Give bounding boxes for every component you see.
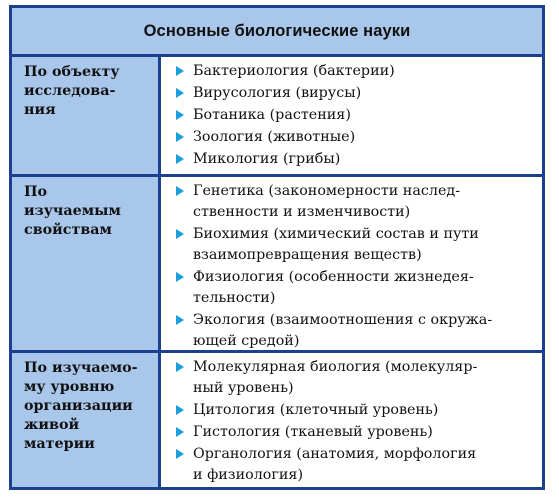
- triangle-right-icon: [176, 66, 184, 76]
- list-item: Бактериология (бактерии): [175, 61, 536, 82]
- list-item: Зоология (животные): [175, 127, 536, 148]
- table-title: Основные биологические науки: [143, 21, 411, 40]
- triangle-right-icon: [176, 427, 184, 437]
- row-label: По изучаемым свойствам: [24, 184, 121, 238]
- row-by-properties: [12, 177, 542, 350]
- row-by-object: [12, 57, 542, 174]
- list-item: Биохимия (химический состав и пути взаимопревращения веществ): [175, 224, 536, 266]
- list-item: Микология (грибы): [175, 149, 536, 170]
- row-label-cell: [12, 353, 161, 487]
- list-item: Гистология (тканевый уровень): [175, 422, 536, 443]
- row-label: По изучаемо- му уровню организации живой материи: [24, 360, 138, 452]
- row-items-cell: [161, 57, 542, 174]
- triangle-right-icon: [176, 405, 184, 415]
- list-item: Генетика (закономерности наслед- ственности и изменчивости): [175, 181, 536, 223]
- list-item: Ботаника (растения): [175, 105, 536, 126]
- list-item: Молекулярная биология (молекуляр- ный уровень): [175, 357, 536, 399]
- list-item: Цитология (клеточный уровень): [175, 400, 536, 421]
- triangle-right-icon: [176, 315, 184, 325]
- triangle-right-icon: [176, 186, 184, 196]
- row-items-cell: [161, 353, 542, 487]
- row-label: По объекту исследова- ния: [24, 64, 120, 118]
- list-item: Экология (взаимоотношения с окружа- ющей средой): [175, 310, 536, 352]
- triangle-right-icon: [176, 229, 184, 239]
- row-label-cell: [12, 57, 161, 174]
- triangle-right-icon: [176, 132, 184, 142]
- table-title-bar: [12, 8, 542, 57]
- row-items-cell: [161, 177, 542, 350]
- biology-sciences-table: [9, 5, 545, 490]
- row-by-organization-level: [12, 353, 542, 487]
- triangle-right-icon: [176, 154, 184, 164]
- list-item: Органология (анатомия, морфология и физиология): [175, 444, 536, 486]
- row-label-cell: [12, 177, 161, 350]
- triangle-right-icon: [176, 449, 184, 459]
- triangle-right-icon: [176, 88, 184, 98]
- triangle-right-icon: [176, 362, 184, 372]
- list-item: Вирусология (вирусы): [175, 83, 536, 104]
- triangle-right-icon: [176, 110, 184, 120]
- list-item: Физиология (особенности жизнедея- тельности): [175, 267, 536, 309]
- triangle-right-icon: [176, 272, 184, 282]
